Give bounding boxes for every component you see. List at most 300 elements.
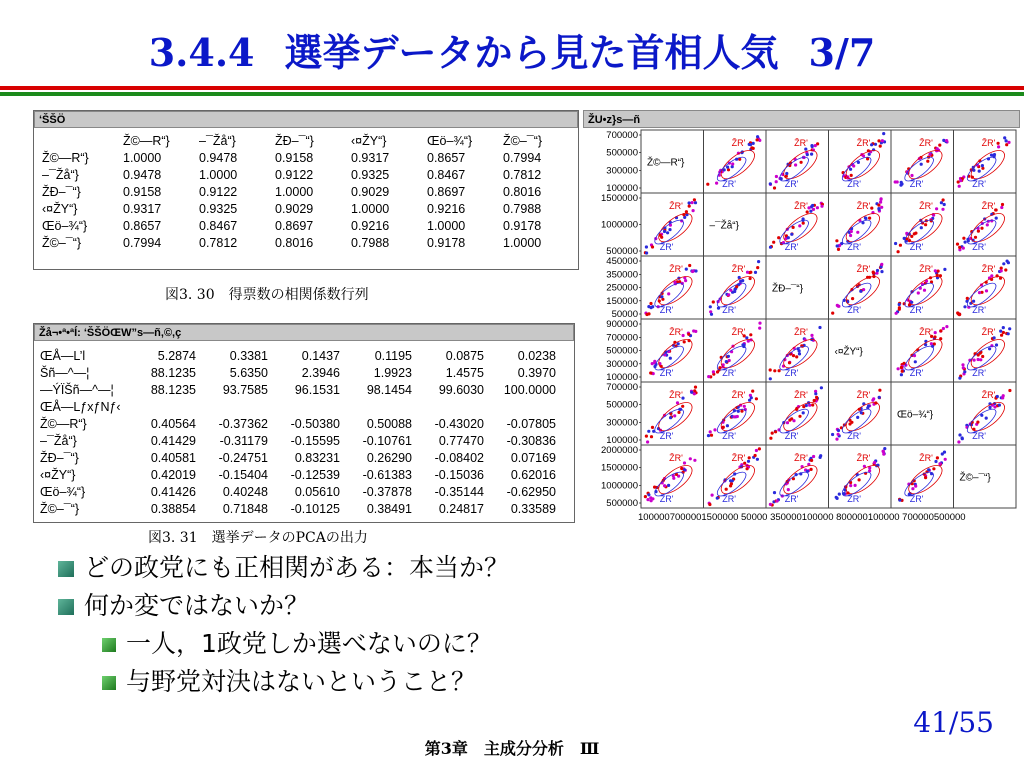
point-label: ŽR' [856,390,871,400]
row-label: Ž©–¯“} [42,235,82,250]
y-tick-label: 500000 [606,399,638,411]
point-label: ŽR' [784,242,799,252]
table-cell: 0.9178 [503,218,542,233]
scatter-point [920,226,923,229]
scatter-point [754,271,757,274]
scatter-point [926,160,929,163]
scatter-point [961,363,964,366]
scatter-point [749,277,752,280]
point-label: ŽR' [919,138,933,148]
row-label: Œö–¾“} [40,484,86,499]
scatter-point [910,235,913,238]
scatter-point [716,497,719,500]
scatter-point [751,390,754,393]
scatter-point [725,360,728,363]
table-cell: 98.1454 [366,382,412,397]
scatter-point [708,503,711,506]
scatter-point [769,368,772,371]
scatter-point [711,494,714,497]
table-row [36,466,561,483]
scatter-point [660,295,663,298]
table-cell: 0.7812 [199,235,238,250]
scatter-point [722,426,725,429]
scatter-point [750,396,753,399]
scatter-point [773,491,776,494]
point-label: ŽR' [722,368,736,378]
table-cell: 88.1235 [150,382,196,397]
scatter-point [726,166,729,169]
scatter-point [694,386,697,389]
title-text: 選挙データから見た首相人気 [284,30,779,75]
scatter-point [713,428,716,431]
scatter-point [858,478,861,481]
scatter-point [835,496,838,499]
correlation-panel [33,110,579,270]
point-label: ŽR' [909,368,924,378]
table-cell: 0.9325 [351,167,390,182]
table-cell: 0.3381 [229,348,268,363]
table-cell: 0.7988 [351,235,390,250]
scatter-point [1002,262,1005,265]
table-cell: 0.41429 [150,433,196,448]
diagonal-label: ŽÐ–¯“} [772,283,804,295]
scatter-point [897,367,900,370]
scatter-point [689,457,692,460]
table-cell: 0.7994 [123,235,162,250]
scatter-point [914,360,917,363]
point-label: ŽR' [669,264,683,274]
scatter-point [934,269,937,272]
scatter-point [726,424,729,427]
table-cell: 0.05610 [294,484,340,499]
scatter-point [660,236,663,239]
scatter-point [856,231,859,234]
row-label: ŒÅ—L’l [40,348,86,363]
y-tick-label: 700000 [606,382,638,393]
scatter-point [997,142,1000,145]
scatter-point [1000,267,1003,270]
scatter-point [647,305,650,308]
table-cell: -0.08402 [434,450,484,465]
table-cell: -0.35144 [434,484,484,499]
table-cell: 1.9923 [373,365,412,380]
diagonal-label: Œö–¾“} [897,409,934,421]
point-label: ŽR' [972,305,986,315]
scatter-point [1002,331,1005,334]
y-tick-label: 500000 [606,345,638,357]
scatter-point [651,426,654,429]
scatter-point [649,302,652,305]
table-cell: 0.8467 [199,218,238,233]
scatter-point [936,456,939,459]
scatter-point [748,456,751,459]
scatter-point [669,416,672,419]
scatter-point [647,493,650,496]
point-label: ŽR' [722,431,736,441]
scatter-point [666,231,669,234]
table-cell: 0.3970 [517,365,556,380]
scatter-point [810,153,813,156]
scatter-point [745,336,748,339]
scatter-point [667,484,670,487]
scatter-point [677,342,680,345]
scatter-point [691,270,694,273]
scatter-point [772,241,775,244]
column-header: Ž©—R“} [123,133,170,148]
scatter-point [962,247,965,250]
scatter-point [871,399,874,402]
scatter-point [882,132,885,135]
point-label: ŽR' [981,264,996,274]
scatter-point [880,206,883,209]
scatter-point [935,207,938,210]
scatter-point [815,396,818,399]
table-cell: 0.0238 [517,348,556,363]
scatter-point [749,333,752,336]
scatter-point [1008,389,1011,392]
section-number: 3.4.4 [148,30,255,75]
point-label: ŽR' [919,201,933,211]
scatter-point [958,377,961,380]
scatter-point [837,429,840,432]
point-label: ŽR' [794,327,808,337]
scatter-point [669,357,672,360]
scatter-point [945,139,948,142]
table-cell: 1.0000 [123,150,162,165]
table-cell: 1.0000 [351,201,390,216]
scatter-point [810,334,813,337]
scatter-point [819,454,822,457]
scatter-point [900,373,903,376]
scatter-point [710,313,713,316]
scatter-point [1001,203,1004,206]
scatter-point [877,139,880,142]
scatter-point [879,201,882,204]
scatter-point [934,460,937,463]
scatter-point [773,186,776,189]
scatter-point [831,433,834,436]
table-cell: 0.7994 [503,150,542,165]
sub-bullet-item: 与野党対決はないということ？ [58,663,509,701]
table-cell: 0.24817 [438,501,484,516]
point-label: ŽR' [909,242,924,252]
scatter-point [727,293,730,296]
table-cell: 0.1437 [301,348,340,363]
table-row [38,217,574,234]
scatter-point [694,201,697,204]
scatter-point [693,459,696,462]
row-label: ŽÐ–¯“} [42,184,81,199]
table-cell: 0.9122 [275,167,314,182]
table-cell: 0.9122 [199,184,238,199]
scatter-point [773,369,776,372]
pca-header: Žå¬•ª•ªÍ: ‘ŠŠÖŒW”s—ñ,©,ç [34,324,574,341]
scatter-point [945,325,948,328]
point-label: ŽR' [669,201,683,211]
table-cell: 0.9478 [199,150,238,165]
scatter-point [688,264,691,267]
scatter-point [872,272,875,275]
y-tick-label: 2000000 [601,445,638,456]
scatter-point [849,168,852,171]
table-cell: -0.43020 [434,416,484,431]
y-tick-label: 100000 [606,372,638,383]
scatter-point [914,485,917,488]
scatter-point [757,260,760,263]
scatter-point [747,460,750,463]
scatter-point [651,305,654,308]
bullet-square-icon [58,599,74,615]
table-cell: 0.9029 [275,201,314,216]
scatter-point [731,479,734,482]
scatter-point [878,208,881,211]
scatter-point [727,355,730,358]
scatter-point [798,352,801,355]
scatter-point [680,467,683,470]
scatter-point [736,415,739,418]
table-cell: -0.15036 [434,467,484,482]
point-label: ŽR' [669,453,683,463]
bullet-item: 何か変ではないか？ [58,587,509,625]
scatter-point [998,404,1001,407]
scatter-point [712,300,715,303]
table-row [38,234,574,251]
point-label: ŽR' [659,368,674,378]
table-cell: 0.83231 [294,450,340,465]
scatter-point [866,157,869,160]
scatter-point [942,198,945,201]
point-label: ŽR' [972,431,986,441]
table-row [36,500,561,517]
scatter-point [973,359,976,362]
scatter-point [769,503,772,506]
table-cell: 0.9158 [123,184,162,199]
scatter-point [707,434,710,437]
scatter-point [755,449,758,452]
scatter-point [856,416,859,419]
scatter-point [644,495,647,498]
table-cell: 0.0875 [445,348,484,363]
scatter-point [646,440,649,443]
scatter-point [810,468,813,471]
scatter-point [756,458,759,461]
scatter-point [778,369,781,372]
scatter-point [917,291,920,294]
scatter-point [981,355,984,358]
table-row [38,200,574,217]
point-label: ŽR' [659,431,674,441]
scatter-point [980,227,983,230]
point-label: ŽR' [972,242,986,252]
scatter-point [981,164,984,167]
y-tick-label: 500000 [606,147,638,159]
scatter-point [786,421,789,424]
point-label: ŽR' [669,327,683,337]
scatter-point [943,203,946,206]
scatter-point [709,430,712,433]
scatter-point [740,410,743,413]
y-tick-label: 300000 [606,358,638,370]
scatter-point [812,208,815,211]
scatter-point [879,145,882,148]
scatter-point [749,271,752,274]
scatter-point [995,217,998,220]
scatter-point [693,389,696,392]
table-cell: 0.8467 [427,167,466,182]
row-label: Ž©—R“} [42,150,89,165]
y-tick-label: 150000 [606,295,638,307]
table-cell: -0.07805 [506,416,556,431]
scatter-point [1003,136,1006,139]
scatter-matrix-header: ŽU•z}s—ñ [583,110,1020,128]
scatter-point [769,377,772,380]
diagonal-label: Ž©—R“} [647,157,685,169]
scatter-point [990,154,993,157]
scatter-point [802,411,805,414]
scatter-point [733,415,736,418]
table-cell: 0.9029 [351,184,390,199]
title-rule-green [0,92,1024,96]
table-cell: 0.50088 [366,416,412,431]
point-label: ŽR' [669,390,683,400]
scatter-point [897,250,900,253]
title-part: 3/7 [808,30,876,75]
scatter-point [898,303,901,306]
scatter-point [963,305,966,308]
scatter-point [820,386,823,389]
scatter-point [758,327,761,330]
scatter-point [755,397,758,400]
scatter-point [693,198,696,201]
table-row [38,183,574,200]
table-cell: 0.8657 [427,150,466,165]
table-cell: 0.40581 [150,450,196,465]
scatter-point [715,182,718,185]
scatter-point [798,349,801,352]
table-cell: 0.40248 [222,484,268,499]
scatter-point [798,224,801,227]
table-cell: 0.33589 [510,501,556,516]
table-cell: 0.77470 [438,433,484,448]
scatter-point [979,358,982,361]
scatter-point [938,144,941,147]
scatter-point [694,269,697,272]
table-cell: 0.8016 [275,235,314,250]
scatter-point [910,174,913,177]
scatter-point [650,499,653,502]
scatter-point [956,243,959,246]
scatter-point [835,239,838,242]
table-row [36,381,561,398]
scatter-point [873,461,876,464]
scatter-point [962,366,965,369]
scatter-point [647,312,650,315]
scatter-point [932,467,935,470]
point-label: ŽR' [909,179,924,189]
table-cell: -0.24751 [218,450,268,465]
scatter-point [818,326,821,329]
scatter-point [1005,139,1008,142]
scatter-point [985,417,988,420]
scatter-point [806,153,809,156]
column-header [38,132,118,149]
table-cell: 0.9216 [427,201,466,216]
scatter-point [928,153,931,156]
scatter-point [731,165,734,168]
table-cell: 1.0000 [427,218,466,233]
scatter-point [914,232,917,235]
correlation-table [38,132,574,251]
table-cell: 0.1195 [374,348,412,363]
scatter-point [1002,326,1005,329]
scatter-point [964,241,967,244]
scatter-point [943,451,946,454]
scatter-point [996,395,999,398]
scatter-point [938,462,941,465]
scatter-point [966,297,969,300]
scatter-point [813,399,816,402]
point-label: ŽR' [722,305,736,315]
point-label: ŽR' [722,179,736,189]
table-cell: 0.9178 [427,235,466,250]
scatter-point [900,366,903,369]
scatter-point [940,201,943,204]
scatter-point [777,236,780,239]
scatter-point [820,205,823,208]
scatter-point [880,263,883,266]
point-label: ŽR' [856,138,871,148]
scatter-point [807,206,810,209]
scatter-point [999,330,1002,333]
y-tick-label: 50000 [611,309,638,320]
scatter-point [923,289,926,292]
scatter-point [645,245,648,248]
scatter-point [878,396,881,399]
point-label: ŽR' [981,201,996,211]
scatter-point [883,447,886,450]
scatter-point [810,459,813,462]
y-tick-label: 500000 [606,246,638,257]
scatter-point [814,392,817,395]
bullet-list [58,549,509,701]
x-tick-labels: 1000007000001500000 50000 350000100000 800000100000 700000500000 [638,512,966,523]
point-label: ŽR' [847,242,861,252]
scatter-point [792,419,795,422]
scatter-point [649,371,652,374]
table-cell: 0.8697 [275,218,314,233]
scatter-point [836,244,839,247]
table-row [36,398,561,415]
scatter-point [730,482,733,485]
scatter-point [647,430,650,433]
table-cell: -0.62950 [506,484,556,499]
scatter-point [924,476,927,479]
scatter-point [939,329,942,332]
scatter-point [667,292,670,295]
scatter-point [756,266,759,269]
table-cell [489,398,561,415]
scatter-point [645,251,648,254]
diagonal-label: –¯Žå“} [709,220,739,232]
scatter-point [756,135,759,138]
table-row [36,483,561,500]
scatter-point [898,308,901,311]
row-label: Ž©–¯“} [40,501,80,516]
point-label: ŽR' [856,201,871,211]
scatter-point [712,370,715,373]
scatter-point [758,447,761,450]
title-rule-red [0,86,1024,90]
